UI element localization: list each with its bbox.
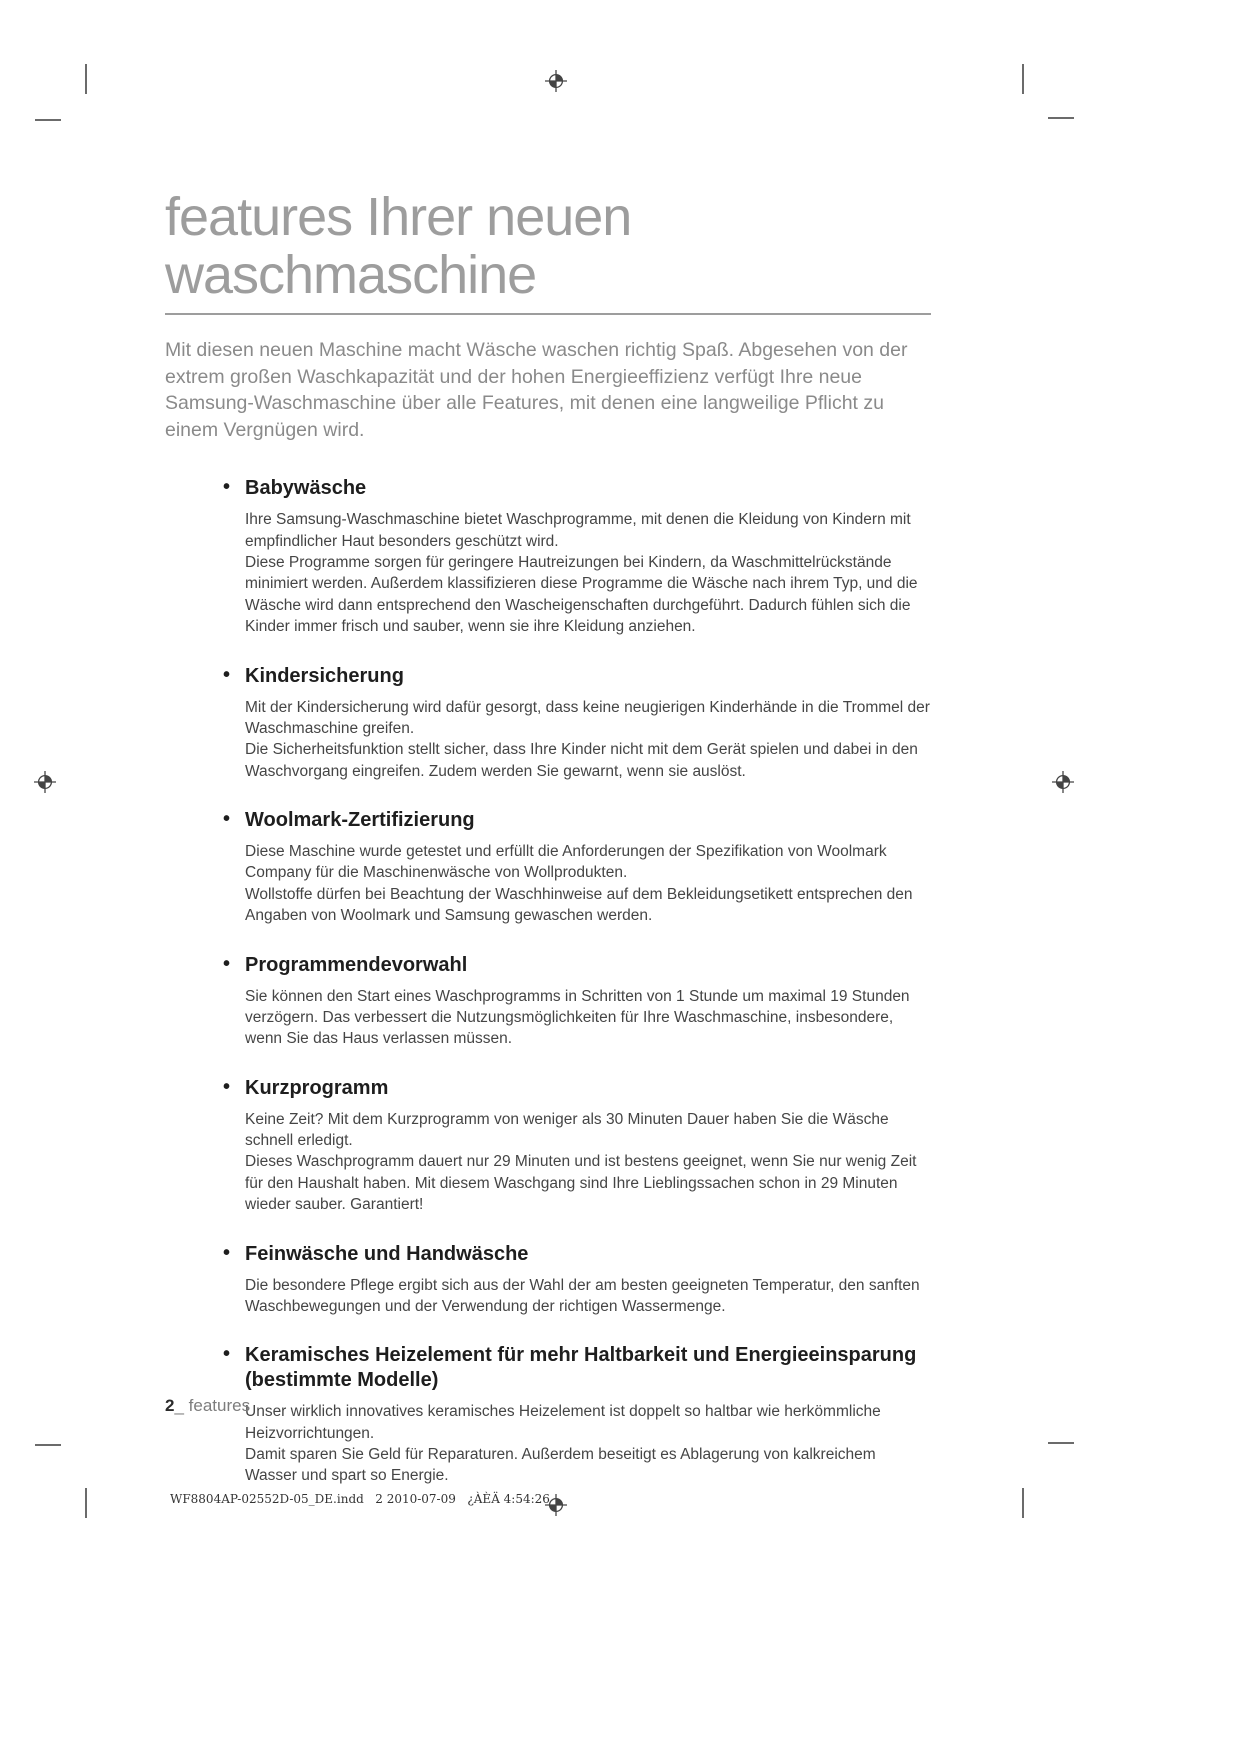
- feature-paragraph: Sie können den Start eines Waschprogramms in Schritten von 1 Stunde um maximal 19 Stunden verzögern. Das verbessert die Nutzungsmöglichkeiten für Ihre Waschmaschine, insbesondere, wenn Sie das Haus verlassen müssen.: [245, 987, 910, 1048]
- feature-paragraph: Die besondere Pflege ergibt sich aus der Wahl der am besten geeigneten Temperatur, den sanften Waschbewegungen und der Verwendung der richtigen Wassermenge.: [245, 1276, 920, 1315]
- intro-paragraph: Mit diesen neuen Maschine macht Wäsche waschen richtig Spaß. Abgesehen von der extrem großen Waschkapazität und der hohen Energieeffizienz verfügt Ihre neue Samsung-Waschmaschine über alle Features, mit denen eine langweilige Pflicht zu einem Vergnügen wird.: [165, 338, 908, 442]
- registration-mark-icon: [1052, 771, 1074, 793]
- page-title: [165, 188, 931, 305]
- crop-mark: [35, 119, 61, 121]
- print-info-line: WF8804AP-02552D-05_DE.indd 2 2010-07-09 ¿ÀÈÄ 4:54:26: [170, 1492, 550, 1506]
- registration-mark-icon: [34, 771, 56, 793]
- feature-paragraph: Diese Programme sorgen für geringere Hautreizungen bei Kindern, da Waschmittelrückstände minimiert werden. Außerdem klassifizieren diese Programme die Wäsche nach ihrem Typ, und die Wäsche wird dann entsprechend den Wascheigenschaften durchgeführt. Dadurch fühlen sich die Kinder immer frisch und sauber, wenn sie ihre Kleidung anziehen.: [245, 554, 918, 636]
- feature-section-kindersicherung: [223, 663, 931, 783]
- feature-title: • Woolmark-Zertifizierung: [223, 808, 475, 831]
- bullet-icon: •: [223, 952, 231, 975]
- bullet-icon: •: [223, 663, 231, 686]
- feature-section-kurzprogramm: [223, 1075, 931, 1216]
- page-title-line2: waschmaschine: [165, 245, 537, 306]
- page-title-line1: features Ihrer neuen: [165, 187, 632, 247]
- bullet-icon: •: [223, 1343, 231, 1366]
- crop-mark: [85, 1488, 87, 1518]
- feature-paragraph: Dieses Waschprogramm dauert nur 29 Minuten und ist bestens geeignet, wenn Sie nur wenig Zeit für den Haushalt haben. Mit diesem Waschgang sind Ihre Lieblingssachen schon in 29 Minuten wieder sauber. Garantiert!: [245, 1153, 917, 1214]
- registration-mark-icon: [545, 70, 567, 92]
- crop-mark: [1048, 117, 1074, 119]
- feature-paragraph: Mit der Kindersicherung wird dafür gesorgt, dass keine neugierigen Kinderhände in die Trommel der Waschmaschine greifen.: [245, 698, 930, 737]
- crop-mark: [1022, 64, 1024, 94]
- feature-title: • Kurzprogramm: [223, 1075, 389, 1099]
- feature-paragraph: Die Sicherheitsfunktion stellt sicher, dass Ihre Kinder nicht mit dem Gerät spielen und dabei in den Waschvorgang eingreifen. Zudem werden Sie gewarnt, wenn sie auslöst.: [245, 741, 918, 780]
- crop-mark: [85, 64, 87, 94]
- feature-list: [165, 476, 931, 1487]
- bullet-icon: •: [223, 1075, 231, 1098]
- footer-label: _ features: [174, 1396, 251, 1415]
- feature-section-woolmark: [223, 808, 931, 927]
- bullet-icon: •: [223, 476, 231, 499]
- feature-section-feinwaesche: [223, 1241, 931, 1318]
- crop-mark: [1048, 1442, 1074, 1444]
- feature-paragraph: Ihre Samsung-Waschmaschine bietet Waschprogramme, mit denen die Kleidung von Kindern mit empfindlicher Haut besonders geschützt wird.: [245, 511, 911, 550]
- page-number: 2: [165, 1396, 175, 1415]
- feature-section-babywaesche: [223, 476, 931, 637]
- feature-title: • Keramisches Heizelement für mehr Haltbarkeit und Energieeinsparung (bestimmte Modelle): [223, 1343, 917, 1392]
- page-footer: [165, 1396, 250, 1416]
- bullet-icon: •: [223, 1241, 231, 1264]
- feature-title: • Feinwäsche und Handwäsche: [223, 1241, 529, 1265]
- feature-title: • Programmendevorwahl: [223, 952, 468, 976]
- feature-paragraph: Wollstoffe dürfen bei Beachtung der Waschhinweise auf dem Bekleidungsetikett entsprechen den Angaben von Woolmark und Samsung gewaschen werden.: [245, 885, 913, 925]
- feature-paragraph: Unser wirklich innovatives keramisches Heizelement ist doppelt so haltbar wie herkömmliche Heizvorrichtungen.: [245, 1403, 881, 1442]
- feature-title: • Babywäsche: [223, 476, 367, 500]
- crop-mark: [35, 1444, 61, 1446]
- feature-section-programmendevorwahl: [223, 952, 931, 1050]
- feature-section-keramisches-heizelement: [223, 1343, 931, 1487]
- crop-mark: [1022, 1488, 1024, 1518]
- feature-paragraph: Damit sparen Sie Geld für Reparaturen. Außerdem beseitigt es Ablagerung von kalkreichem Wasser und spart so Energie.: [245, 1446, 876, 1485]
- feature-title: • Kindersicherung: [223, 663, 404, 687]
- feature-paragraph: Keine Zeit? Mit dem Kurzprogramm von weniger als 30 Minuten Dauer haben Sie die Wäsche schnell erledigt.: [245, 1110, 889, 1149]
- page-content: [165, 188, 931, 1513]
- feature-paragraph: Diese Maschine wurde getestet und erfüllt die Anforderungen der Spezifikation von Woolmark Company für die Maschinenwäsche von Wollprodukten.: [245, 843, 887, 882]
- title-underline: [165, 313, 931, 315]
- bullet-icon: •: [223, 808, 231, 830]
